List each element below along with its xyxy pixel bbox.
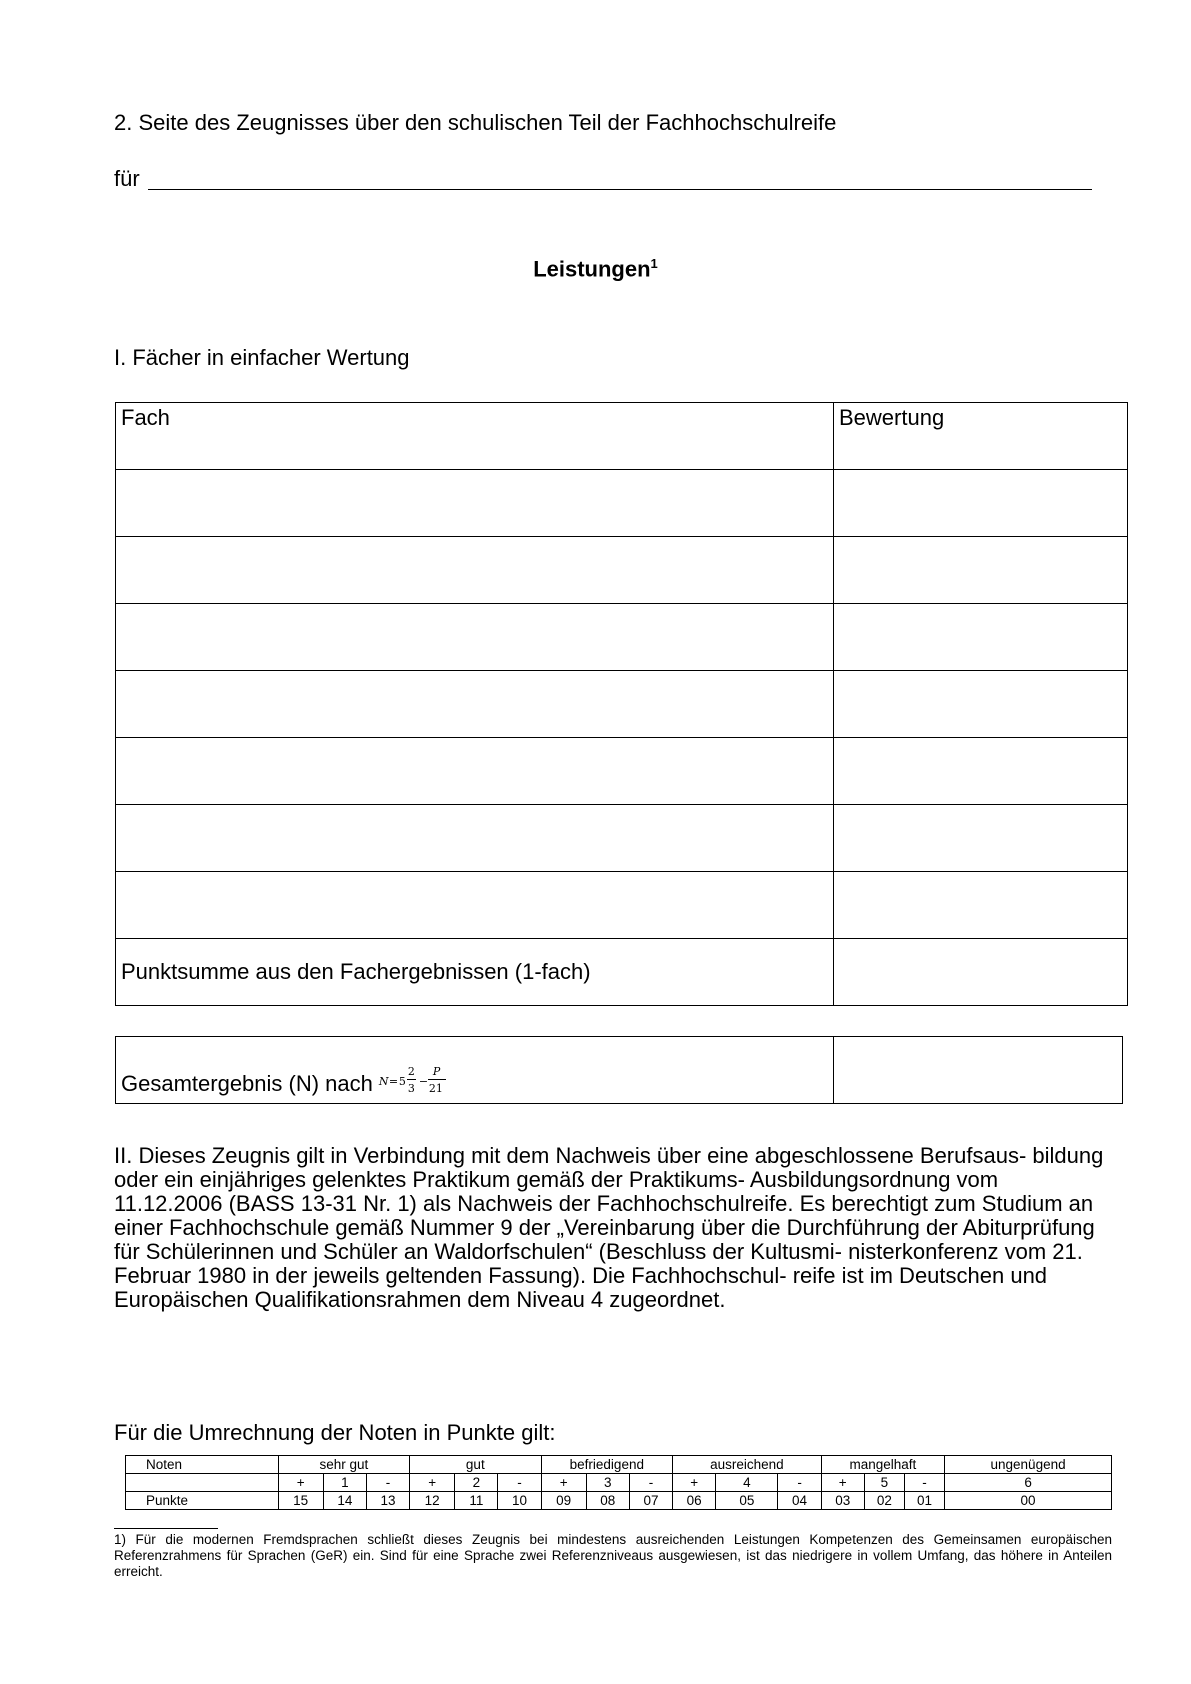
points-row xyxy=(126,1492,1112,1510)
points-cell: 13 xyxy=(366,1492,409,1510)
sign-cell: - xyxy=(904,1474,944,1492)
points-cell: 01 xyxy=(904,1492,944,1510)
gesamt-label: Gesamtergebnis (N) nach xyxy=(121,1071,373,1096)
points-cell: 12 xyxy=(410,1492,455,1510)
sign-cell: + xyxy=(821,1474,864,1492)
sign-cell: 4 xyxy=(716,1474,778,1492)
fach-cell[interactable] xyxy=(116,537,834,604)
fach-cell[interactable] xyxy=(116,671,834,738)
punkte-label: Punkte xyxy=(126,1492,279,1510)
sign-cell: - xyxy=(629,1474,672,1492)
grade-label: gut xyxy=(410,1456,541,1474)
signs-row xyxy=(126,1474,1112,1492)
sign-cell: 6 xyxy=(945,1474,1112,1492)
gesamt-value-cell[interactable] xyxy=(834,1037,1123,1104)
fach-cell[interactable] xyxy=(116,805,834,872)
fach-cell[interactable] xyxy=(116,604,834,671)
sign-cell: 2 xyxy=(455,1474,498,1492)
fuer-label: für xyxy=(114,166,140,191)
sum-value-cell[interactable] xyxy=(834,939,1128,1006)
fach-cell[interactable] xyxy=(116,872,834,939)
points-cell: 06 xyxy=(673,1492,716,1510)
sign-cell: + xyxy=(673,1474,716,1492)
points-cell: 07 xyxy=(629,1492,672,1510)
points-cell: 10 xyxy=(498,1492,541,1510)
sign-cell: - xyxy=(498,1474,541,1492)
points-cell: 14 xyxy=(323,1492,366,1510)
points-cell: 15 xyxy=(278,1492,323,1510)
table-row xyxy=(116,872,1128,939)
gesamt-row xyxy=(116,1037,1123,1104)
table-row xyxy=(116,604,1128,671)
table-header-row xyxy=(116,403,1128,470)
points-cell: 03 xyxy=(821,1492,864,1510)
sign-cell: + xyxy=(278,1474,323,1492)
sign-cell: + xyxy=(541,1474,586,1492)
sign-cell: 3 xyxy=(586,1474,629,1492)
sign-cell: 5 xyxy=(864,1474,904,1492)
grade-label: ausreichend xyxy=(673,1456,822,1474)
points-cell: 11 xyxy=(455,1492,498,1510)
bewertung-cell[interactable] xyxy=(834,805,1128,872)
section1-title: I. Fächer in einfacher Wertung xyxy=(114,345,410,370)
fach-cell[interactable] xyxy=(116,738,834,805)
grades-row xyxy=(126,1456,1112,1474)
grade-label: befriedigend xyxy=(541,1456,673,1474)
sign-cell: - xyxy=(366,1474,409,1492)
gesamt-formula: N = 5 2 3 − P 21 xyxy=(379,1063,451,1097)
table-row xyxy=(116,738,1128,805)
points-cell: 00 xyxy=(945,1492,1112,1510)
grade-label: ungenügend xyxy=(945,1456,1112,1474)
header-bewertung: Bewertung xyxy=(834,403,1128,470)
document-header: 2. Seite des Zeugnisses über den schulischen Teil der Fachhochschulreife xyxy=(114,110,837,135)
footnote-separator xyxy=(114,1528,218,1529)
bewertung-cell[interactable] xyxy=(834,604,1128,671)
sign-cell: - xyxy=(778,1474,821,1492)
grade-label: mangelhaft xyxy=(821,1456,944,1474)
sign-cell: 1 xyxy=(323,1474,366,1492)
bewertung-cell[interactable] xyxy=(834,470,1128,537)
bewertung-cell[interactable] xyxy=(834,537,1128,604)
sign-cell: + xyxy=(410,1474,455,1492)
bewertung-cell[interactable] xyxy=(834,738,1128,805)
header-fach: Fach xyxy=(116,403,834,470)
sum-label: Punktsumme aus den Fachergebnissen (1-fach) xyxy=(116,939,834,1006)
sum-row xyxy=(116,939,1128,1006)
table-row xyxy=(116,470,1128,537)
points-cell: 02 xyxy=(864,1492,904,1510)
conversion-table xyxy=(125,1455,1112,1510)
table-row xyxy=(116,805,1128,872)
grade-label: sehr gut xyxy=(278,1456,409,1474)
gesamt-label-cell xyxy=(116,1037,834,1104)
table-row xyxy=(116,537,1128,604)
section2-text: II. Dieses Zeugnis gilt in Verbindung mit dem Nachweis über eine abgeschlossene Berufsaus- bildung oder ein einjähriges gelenktes Praktikum gemäß der Praktikums- Ausbildungsordnung vom 11.12.2006 (BASS 13-31 Nr. 1) als Nachweis der Fachhochschulreife. Es berechtigt zum Studium an einer Fachhochschule gemäß Nummer 9 der „Vereinbarung über die Durchführung der Abiturprüfung für Schülerinnen und Schüler an Waldorfschulen“ (Beschluss der Kultusmi- nisterkonferenz vom 21. Februar 1980 in der jeweils geltenden Fassung). Die Fachhochschul- reife ist im Deutschen und Europäischen Qualifikationsrahmen dem Niveau 4 zugeordnet. xyxy=(114,1143,1104,1312)
footnote-text: 1) Für die modernen Fremdsprachen schließt dieses Zeugnis bei mindestens ausreichenden Leistungen Kompetenzen des Gemeinsamen europäischen Referenzrahmens für Sprachen (GeR) ein. Sind für eine Sprache zwei Referenzniveaus ausgewiesen, ist das niedrigere in vollem Umfang, das höhere in Anteilen erreicht. xyxy=(114,1532,1112,1579)
noten-label: Noten xyxy=(126,1456,279,1474)
bewertung-cell[interactable] xyxy=(834,872,1128,939)
table-row xyxy=(116,671,1128,738)
name-line xyxy=(148,189,1092,190)
leistungen-title: Leistungen xyxy=(533,256,651,282)
points-cell: 04 xyxy=(778,1492,821,1510)
gesamt-table xyxy=(115,1036,1123,1104)
points-cell: 05 xyxy=(716,1492,778,1510)
bewertung-cell[interactable] xyxy=(834,671,1128,738)
subjects-table xyxy=(115,402,1128,1006)
footnote-mark: 1 xyxy=(650,256,658,271)
points-cell: 09 xyxy=(541,1492,586,1510)
leistungen-heading xyxy=(0,256,1191,282)
points-cell: 08 xyxy=(586,1492,629,1510)
empty-cell xyxy=(126,1474,279,1492)
fach-cell[interactable] xyxy=(116,470,834,537)
conversion-title: Für die Umrechnung der Noten in Punkte gilt: xyxy=(114,1420,556,1445)
